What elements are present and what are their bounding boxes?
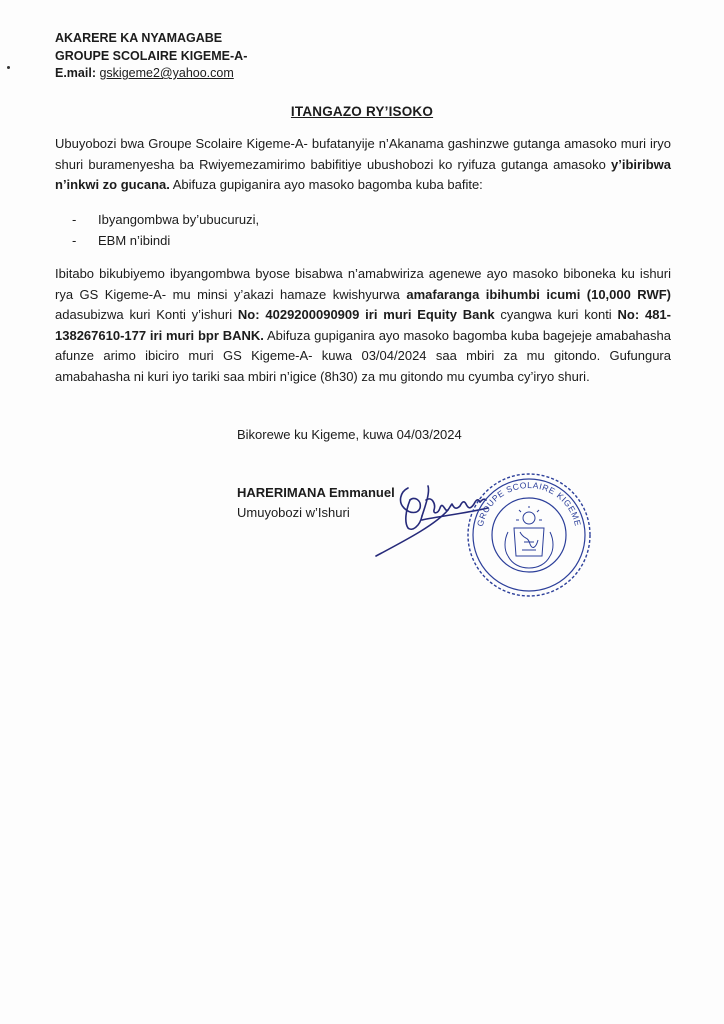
details-text-4: Abifuza gupiganira ayo masoko bagomba kuba bagejeje amabahasha afunze arimo ibiciro muri GS Kigeme-A- kuwa 03/04/2024 saa mbiri za mu gitondo. Gufungura amabahasha ni kuri iyo tariki saa mbiri n’igice (8h30) za mu gitondo mu cyumba cy’iryo shuri. [55, 327, 671, 384]
letterhead [55, 30, 247, 83]
signer-name: HARERIMANA Emmanuel [237, 485, 395, 500]
school-stamp-icon [464, 470, 594, 600]
document-title: ITANGAZO RY’ISOKO [290, 104, 434, 119]
details-bold-equity: No: 4029200090909 iri muri Equity Bank [237, 307, 495, 323]
email-line [55, 65, 247, 83]
details-bold-fee: amafaranga ibihumbi icumi (10,000 RWF) [406, 286, 671, 302]
intro-text-2: Abifuza gupiganira ayo masoko bagomba kuba bafite: [169, 177, 483, 193]
details-text-2: adasubizwa kuri Konti y’ishuri [55, 307, 238, 323]
stamp-text: GROUPE SCOLAIRE KIGEME [474, 479, 584, 528]
signer-role: Umuyobozi w’Ishuri [237, 505, 350, 520]
list-item: - Ibyangombwa by’ubucuruzi, [72, 210, 259, 231]
scan-speck [7, 66, 10, 69]
district-name: AKARERE KA NYAMAGABE [55, 31, 223, 45]
school-name: GROUPE SCOLAIRE KIGEME-A- [55, 48, 248, 63]
paragraph-details [55, 264, 671, 388]
details-bold-bpr: No: 481-138267610-177 iri muri bpr BANK. [55, 307, 671, 343]
paragraph-intro [55, 134, 671, 196]
requirements-list [72, 210, 259, 251]
place-date: Bikorewe ku Kigeme, kuwa 04/03/2024 [237, 427, 462, 442]
list-item: - EBM n’ibindi [72, 231, 259, 252]
email-label: E.mail: [55, 66, 96, 80]
email-link[interactable]: gskigeme2@yahoo.com [99, 66, 234, 80]
intro-bold-1: y’ibiribwa n’inkwi zo gucana. [55, 156, 671, 193]
details-text-1: Ibitabo bikubiyemo ibyangombwa byose bisabwa n’amabwiriza agenewe ayo masoko biboneka ku ishuri rya GS Kigeme-A- mu minsi y’akazi hamaze kwishyurwa [55, 266, 671, 302]
intro-text-1: Ubuyobozi bwa Groupe Scolaire Kigeme-A- bufatanyije n’Akanama gashinzwe gutanga amasoko muri iryo shuri buramenyesha ba Rwiyemezamirimo babifitiye ubushobozi ko ryifuza gutanga amasoko [55, 136, 671, 172]
details-text-3: cyangwa kuri konti [494, 307, 618, 323]
